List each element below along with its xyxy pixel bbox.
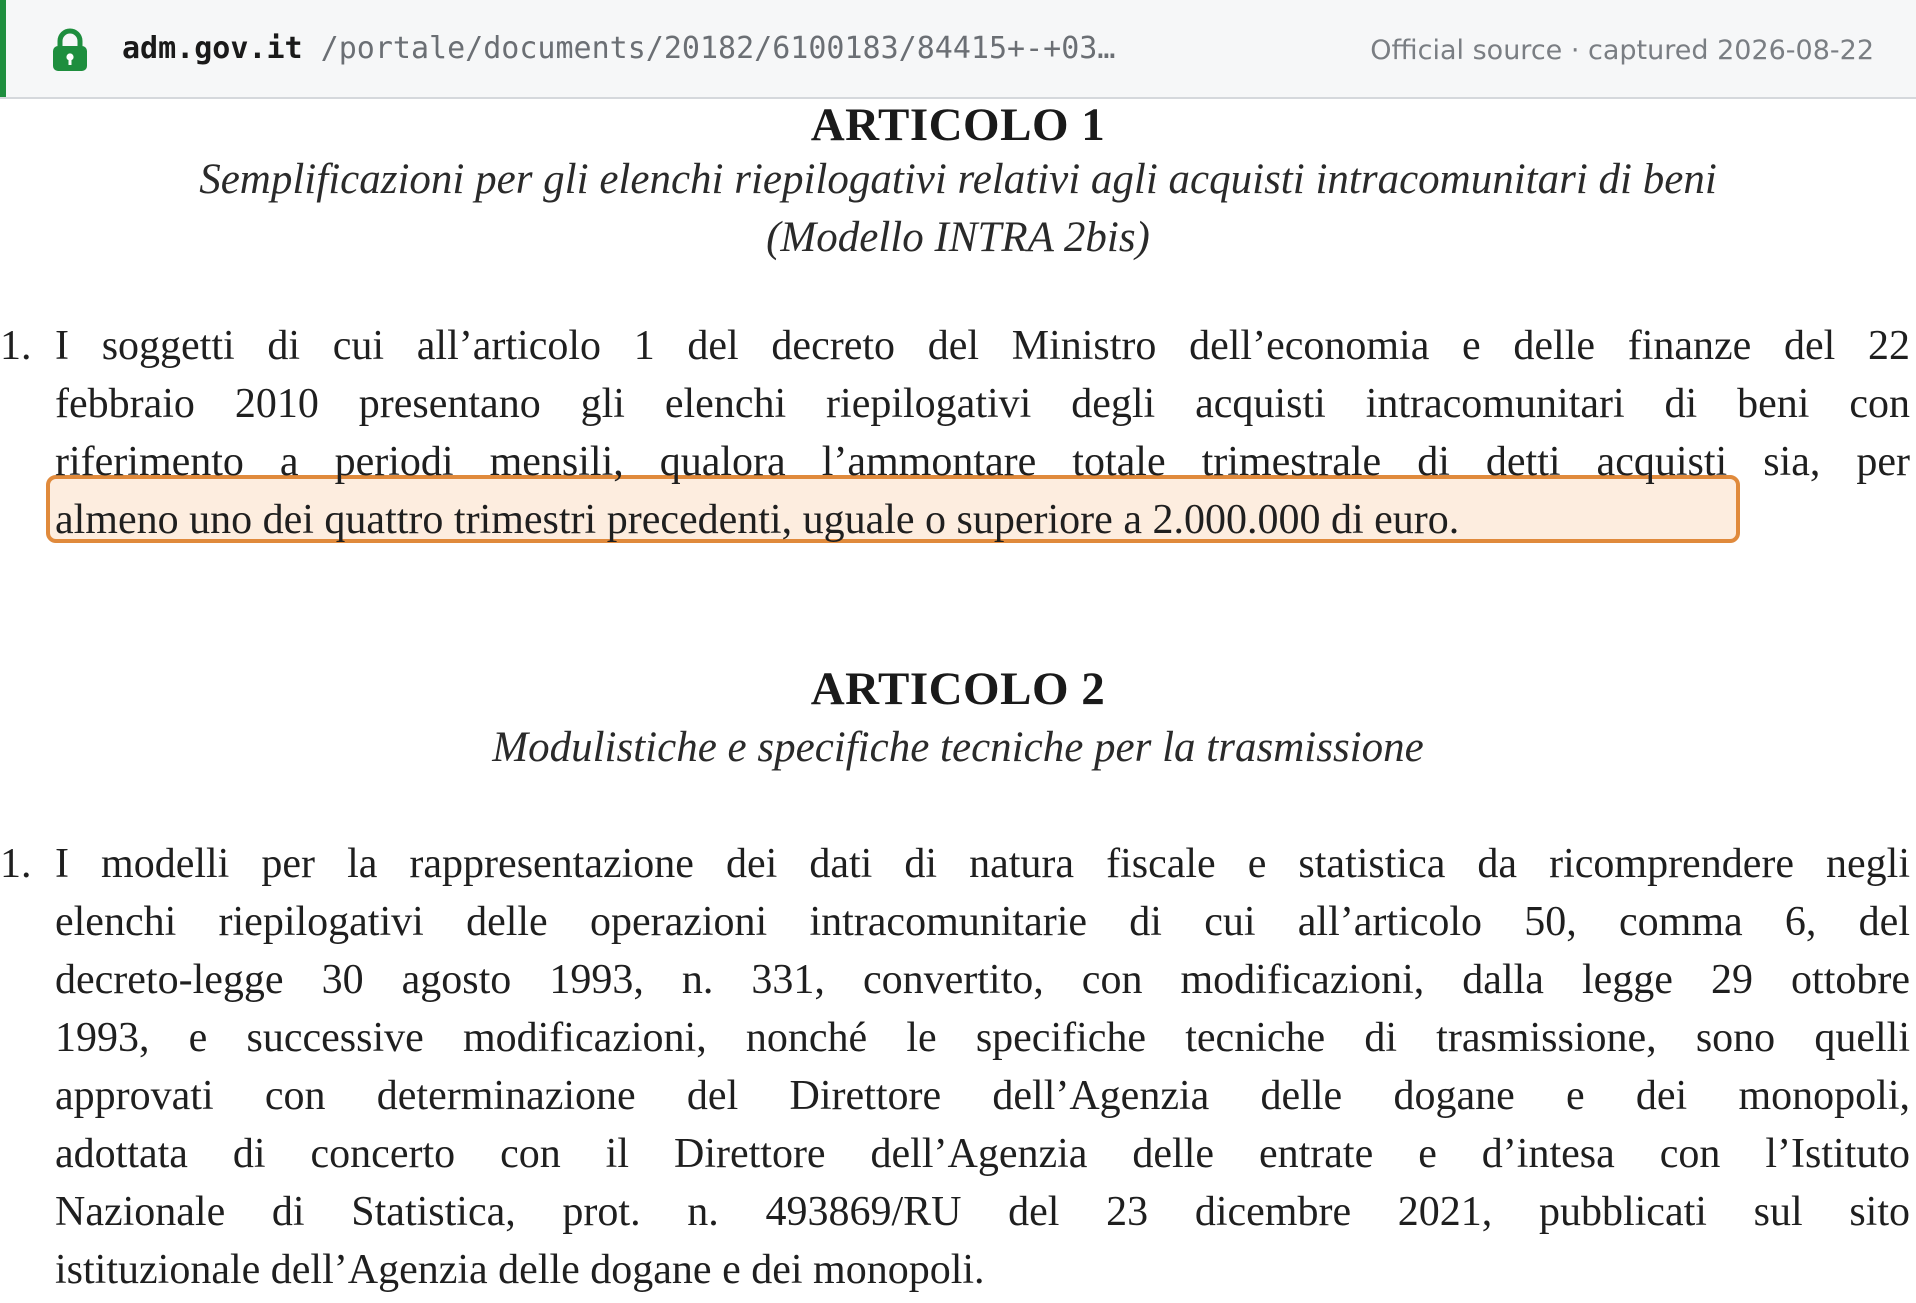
url-text[interactable] bbox=[122, 29, 1115, 69]
paragraph-line: febbraio 2010 presentano gli elenchi riepilogativi degli acquisti intracomunitari di beni con bbox=[55, 381, 1910, 427]
paragraph-line: approvati con determinazione del Direttore dell’Agenzia delle dogane e dei monopoli, bbox=[55, 1073, 1910, 1119]
url-path: /portale/documents/20182/6100183/84415+-+03… bbox=[302, 31, 1116, 66]
article-1-subtitle-line-2: (Modello INTRA 2bis) bbox=[766, 214, 1150, 261]
lock-icon bbox=[50, 28, 90, 72]
url-domain: adm.gov.it bbox=[122, 31, 303, 66]
paragraph-line: elenchi riepilogativi delle operazioni intracomunitarie di cui all’articolo 50, comma 6, del bbox=[55, 899, 1910, 945]
paragraph-line: 1993, e successive modificazioni, nonché le specifiche tecniche di trasmissione, sono quelli bbox=[55, 1015, 1910, 1061]
article-2-title: ARTICOLO 2 bbox=[810, 663, 1106, 715]
paragraph-line: Nazionale di Statistica, prot. n. 493869/RU del 23 dicembre 2021, pubblicati sul sito bbox=[55, 1189, 1910, 1235]
address-bar[interactable] bbox=[0, 0, 1916, 99]
paragraph-line: I soggetti di cui all’articolo 1 del decreto del Ministro dell’economia e delle finanze del 22 bbox=[55, 323, 1910, 369]
article-2-subtitle: Modulistiche e specifiche tecniche per la trasmissione bbox=[492, 724, 1424, 771]
paragraph-line: riferimento a periodi mensili, qualora l’ammontare totale trimestrale di detti acquisti sia, per bbox=[55, 439, 1910, 485]
paragraph-number: 1. bbox=[0, 841, 32, 887]
paragraph-line: decreto-legge 30 agosto 1993, n. 331, convertito, con modificazioni, dalla legge 29 ottobre bbox=[55, 957, 1910, 1003]
article-1-subtitle-line-1: Semplificazioni per gli elenchi riepilogativi relativi agli acquisti intracomunitari di beni bbox=[199, 156, 1717, 203]
paragraph-number: 1. bbox=[0, 323, 32, 369]
paragraph-line: adottata di concerto con il Direttore dell’Agenzia delle entrate e d’intesa con l’Istituto bbox=[55, 1131, 1910, 1177]
paragraph-line: istituzionale dell’Agenzia delle dogane e dei monopoli. bbox=[55, 1247, 985, 1293]
secure-accent-strip bbox=[0, 0, 6, 97]
paragraph-line: I modelli per la rappresentazione dei dati di natura fiscale e statistica da ricomprendere negli bbox=[55, 841, 1910, 887]
paragraph-line-highlighted: almeno uno dei quattro trimestri precedenti, uguale o superiore a 2.000.000 di euro. bbox=[55, 497, 1460, 543]
source-note: Official source · captured 2026-08-22 bbox=[1370, 35, 1874, 66]
article-1-title: ARTICOLO 1 bbox=[810, 99, 1106, 151]
